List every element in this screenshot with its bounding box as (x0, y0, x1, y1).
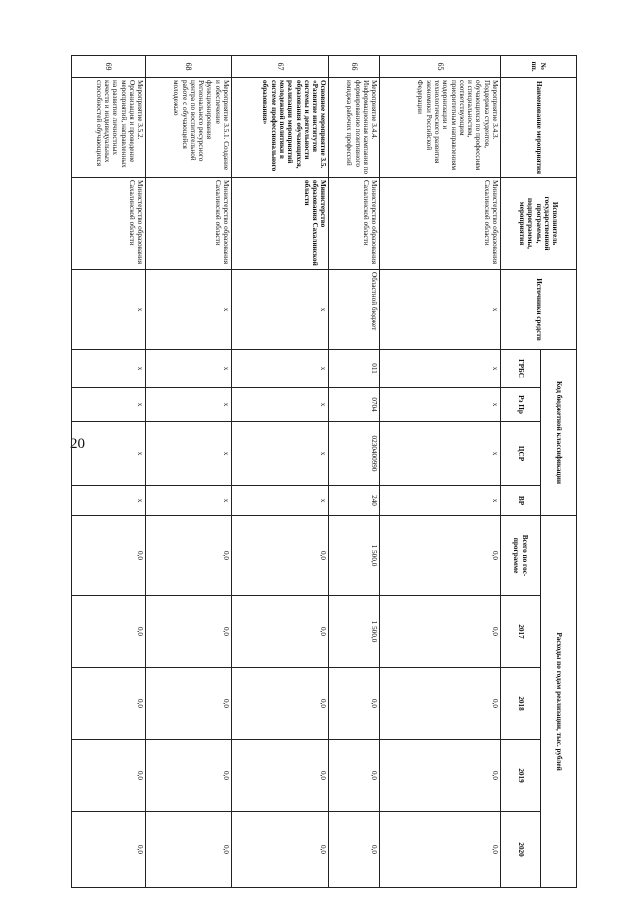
cell-total: 0,0 (72, 516, 146, 596)
header-grbs: ГРБС (501, 350, 541, 388)
cell-name: Мероприятие 3.4.3. Поддержка студентов, обучающихся по профессиям и специальностям, соответствующим приоритетным направлениям модернизации и технологического развития экономики Российской Федерации (380, 78, 501, 178)
header-budget-group: Код бюджетной классификации (541, 350, 577, 516)
cell-num: 66 (329, 56, 380, 78)
cell-y2020: 0,0 (72, 812, 146, 888)
header-name: Наименование мероприятия (501, 78, 577, 178)
header-2018: 2018 (501, 668, 541, 740)
cell-name: Мероприятие 3.5.1. Создание и обеспечение функционирования Регионального ресурсного центра по воспитательной работе с обучающейся молодежью (146, 78, 232, 178)
cell-y2018: 0,0 (329, 668, 380, 740)
cell-vr: 240 (329, 486, 380, 516)
header-sources: Источники средств (501, 270, 577, 350)
header-csr: ЦСР (501, 422, 541, 486)
cell-rzpr: х (380, 388, 501, 422)
cell-executor: Министерство образования Сахалинской области (72, 178, 146, 270)
header-expenses-group: Расходы по годам реализации, тыс. рублей (541, 516, 577, 888)
cell-y2019: 0,0 (329, 740, 380, 812)
header-2017: 2017 (501, 596, 541, 668)
cell-grbs: х (146, 350, 232, 388)
header-executor: Исполнитель государственной программы, подпрограммы, мероприятия (501, 178, 577, 270)
page-number: 20 (70, 436, 85, 452)
cell-rzpr: х (231, 388, 328, 422)
header-2020: 2020 (501, 812, 541, 888)
cell-y2018: 0,0 (146, 668, 232, 740)
cell-y2017: 0,0 (380, 596, 501, 668)
cell-y2019: 0,0 (146, 740, 232, 812)
cell-y2020: 0,0 (329, 812, 380, 888)
cell-total: 0,0 (231, 516, 328, 596)
cell-y2019: 0,0 (231, 740, 328, 812)
cell-y2017: 0,0 (231, 596, 328, 668)
table-row (380, 56, 501, 888)
table-row (231, 56, 328, 888)
rotated-table-container (71, 55, 577, 887)
cell-y2018: 0,0 (380, 668, 501, 740)
cell-total: 1 500,0 (329, 516, 380, 596)
cell-vr: х (72, 486, 146, 516)
cell-source: х (146, 270, 232, 350)
cell-grbs: х (380, 350, 501, 388)
cell-source: х (72, 270, 146, 350)
cell-source: х (380, 270, 501, 350)
header-rzpr: Рз Пр (501, 388, 541, 422)
cell-num: 65 (380, 56, 501, 78)
cell-rzpr: х (72, 388, 146, 422)
cell-y2020: 0,0 (380, 812, 501, 888)
cell-y2020: 0,0 (146, 812, 232, 888)
cell-executor: Министерство образования Сахалинской области (231, 178, 328, 270)
cell-num: 67 (231, 56, 328, 78)
header-vr: ВР (501, 486, 541, 516)
cell-csr: х (380, 422, 501, 486)
cell-vr: х (380, 486, 501, 516)
cell-name: Основное мероприятие 3.5. «Развитие институтов системы и деятельности образования обучающихся, реализации мероприятий молодежной политики в системе профессионального образования» (231, 78, 328, 178)
cell-name: Мероприятие 3.5.2. Организация и проведение мероприятий, направленных на развитие личностных качеств и индивидуальных способностей обучающихся (72, 78, 146, 178)
cell-rzpr: х (146, 388, 232, 422)
cell-y2020: 0,0 (231, 812, 328, 888)
cell-csr: 0230400990 (329, 422, 380, 486)
header-num: № пп. (501, 56, 577, 78)
cell-total: 0,0 (146, 516, 232, 596)
table-row (72, 56, 146, 888)
cell-csr: х (72, 422, 146, 486)
cell-grbs: 011 (329, 350, 380, 388)
cell-executor: Министерство образования Сахалинской области (146, 178, 232, 270)
cell-num: 69 (72, 56, 146, 78)
cell-csr: х (231, 422, 328, 486)
cell-y2019: 0,0 (380, 740, 501, 812)
cell-source: Областной бюджет (329, 270, 380, 350)
cell-y2018: 0,0 (231, 668, 328, 740)
cell-y2017: 0,0 (72, 596, 146, 668)
cell-total: 0,0 (380, 516, 501, 596)
header-2019: 2019 (501, 740, 541, 812)
cell-vr: х (231, 486, 328, 516)
cell-vr: х (146, 486, 232, 516)
cell-source: х (231, 270, 328, 350)
cell-y2017: 1 500,0 (329, 596, 380, 668)
cell-y2019: 0,0 (72, 740, 146, 812)
table-row (329, 56, 380, 888)
cell-rzpr: 0704 (329, 388, 380, 422)
cell-num: 68 (146, 56, 232, 78)
cell-grbs: х (231, 350, 328, 388)
cell-y2017: 0,0 (146, 596, 232, 668)
header-row-1 (541, 56, 577, 888)
cell-y2018: 0,0 (72, 668, 146, 740)
table-row (146, 56, 232, 888)
expenses-table (71, 55, 577, 888)
cell-name: Мероприятие 3.4.4. Информационная кампания по формированию позитивного имиджа рабочих профессий (329, 78, 380, 178)
header-total: Всего по гос-программе (501, 516, 541, 596)
cell-executor: Министерство образования Сахалинской области (329, 178, 380, 270)
cell-csr: х (146, 422, 232, 486)
cell-grbs: х (72, 350, 146, 388)
cell-executor: Министерство образования Сахалинской области (380, 178, 501, 270)
